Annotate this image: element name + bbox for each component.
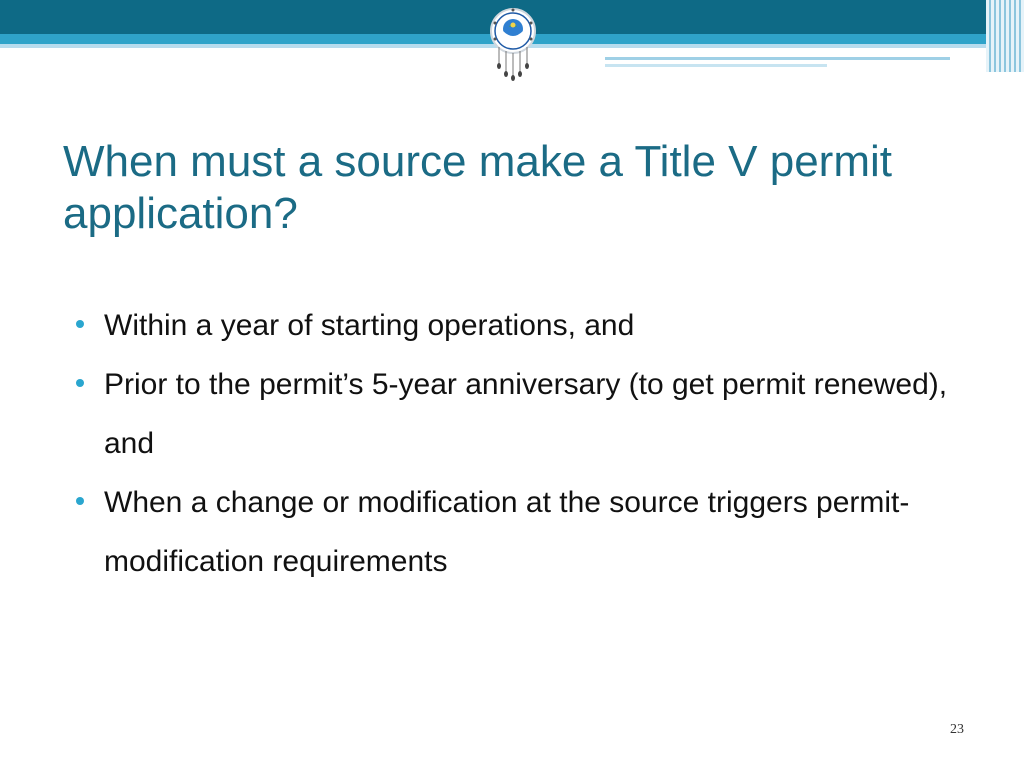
bullet-list <box>76 296 956 591</box>
header-accent-line-short <box>605 64 827 67</box>
page-number: 23 <box>950 722 964 737</box>
bullet-item <box>76 355 956 473</box>
header-accent-line <box>605 57 950 60</box>
bullet-item <box>76 296 956 355</box>
bullet-text: When a change or modification at the source triggers permit-modification requirements <box>104 486 910 578</box>
bullet-dot-icon <box>76 497 84 505</box>
slide-title: When must a source make a Title V permit application? <box>63 137 892 238</box>
agency-seal-dreamcatcher-icon <box>487 5 539 81</box>
bullet-text: Within a year of starting operations, and <box>104 309 635 342</box>
bullet-dot-icon <box>76 320 84 328</box>
bullet-dot-icon <box>76 379 84 387</box>
bullet-item <box>76 473 956 591</box>
bullet-text: Prior to the permit’s 5-year anniversary (to get permit renewed), and <box>104 368 948 460</box>
header-stripes-decoration <box>986 0 1024 72</box>
